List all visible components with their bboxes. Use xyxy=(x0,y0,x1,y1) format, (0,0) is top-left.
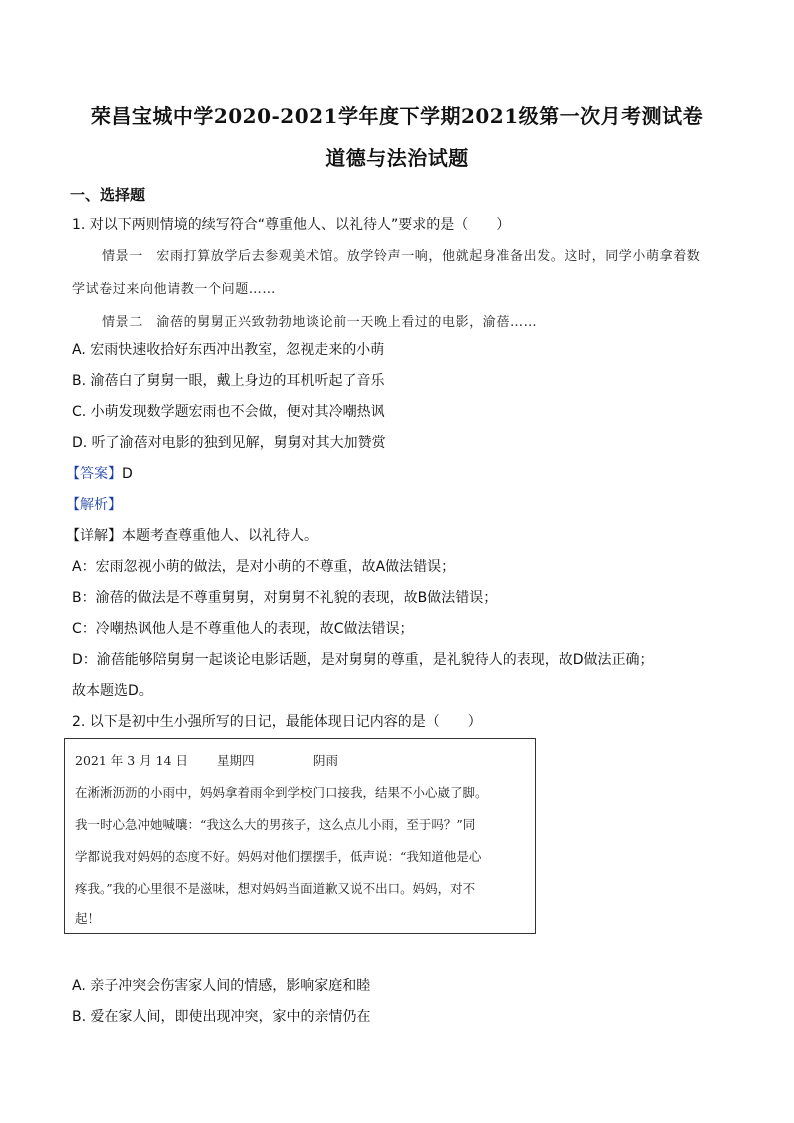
diary-weekday: 星期四 xyxy=(217,753,255,768)
question-1-stem: 1. 对以下两则情境的续写符合“尊重他人、以礼待人”要求的是（ ） xyxy=(72,217,511,233)
diary-line-4: 疼我。”我的心里很不是滋味，想对妈妈当面道歉又说不出口。妈妈，对不 xyxy=(75,881,476,896)
question-1-option-c: C. 小萌发现数学题宏雨也不会做，便对其冷嘲热讽 xyxy=(72,404,385,420)
question-1-option-a: A. 宏雨快速收拾好东西冲出教室，忽视走来的小萌 xyxy=(72,342,385,358)
diary-box xyxy=(64,738,536,934)
answer-tag: 【答案】 xyxy=(66,466,122,482)
scene-2: 情景二 渝蓓的舅舅正兴致勃勃地谈论前一天晚上看过的电影，渝蓓…… xyxy=(102,315,538,330)
diary-line-2: 我一时心急冲她喊嚷：“我这么大的男孩子，这么点儿小雨，至于吗？”同 xyxy=(75,817,476,832)
section-heading: 一、选择题 xyxy=(70,186,146,204)
scene-1-line-2: 学试卷过来向他请教一个问题…… xyxy=(72,282,277,297)
question-2-stem: 2. 以下是初中生小强所写的日记，最能体现日记内容的是（ ） xyxy=(72,714,482,730)
diary-line-5: 起！ xyxy=(75,911,101,926)
detail-line xyxy=(66,525,318,545)
question-1-option-d: D. 听了渝蓓对电影的独到见解，舅舅对其大加赞赏 xyxy=(72,435,386,451)
page-title: 荣昌宝城中学2020-2021学年度下学期2021级第一次月考测试卷 xyxy=(90,104,704,128)
question-2-option-b: B. 爱在家人间，即使出现冲突，家中的亲情仍在 xyxy=(72,1009,371,1025)
analysis-tag: 【解析】 xyxy=(66,497,122,513)
analysis-a: A：宏雨忽视小萌的做法，是对小萌的不尊重，故A做法错误； xyxy=(72,559,456,575)
scene-1-line-1: 情景一 宏雨打算放学后去参观美术馆。放学铃声一响，他就起身准备出发。这时，同学小萌拿着数 xyxy=(102,249,701,264)
analysis-line xyxy=(66,494,122,514)
detail-tag: 【详解】 xyxy=(66,528,122,544)
answer-value: D xyxy=(122,466,133,482)
diary-line-1: 在淅淅沥沥的小雨中，妈妈拿着雨伞到学校门口接我，结果不小心崴了脚。 xyxy=(75,785,488,800)
analysis-b: B：渝蓓的做法是不尊重舅舅，对舅舅不礼貌的表现，故B做法错误； xyxy=(72,590,498,606)
answer-line xyxy=(66,463,133,483)
diary-date: 2021 年 3 月 14 日 xyxy=(75,753,189,768)
analysis-d: D：渝蓓能够陪舅舅一起谈论电影话题，是对舅舅的尊重，是礼貌待人的表现，故D做法正确； xyxy=(72,652,654,668)
diary-weather: 阴雨 xyxy=(313,753,339,768)
analysis-c: C：冷嘲热讽他人是不尊重他人的表现，故C做法错误； xyxy=(72,621,414,637)
page-subtitle: 道德与法治试题 xyxy=(325,146,469,170)
analysis-conclusion: 故本题选D。 xyxy=(72,683,153,699)
question-2-option-a: A. 亲子冲突会伤害家人间的情感，影响家庭和睦 xyxy=(72,978,371,994)
question-1-option-b: B. 渝蓓白了舅舅一眼，戴上身边的耳机听起了音乐 xyxy=(72,373,385,389)
detail-text: 本题考查尊重他人、以礼待人。 xyxy=(122,528,318,544)
diary-line-3: 学都说我对妈妈的态度不好。妈妈对他们摆摆手，低声说：“我知道他是心 xyxy=(75,849,482,864)
